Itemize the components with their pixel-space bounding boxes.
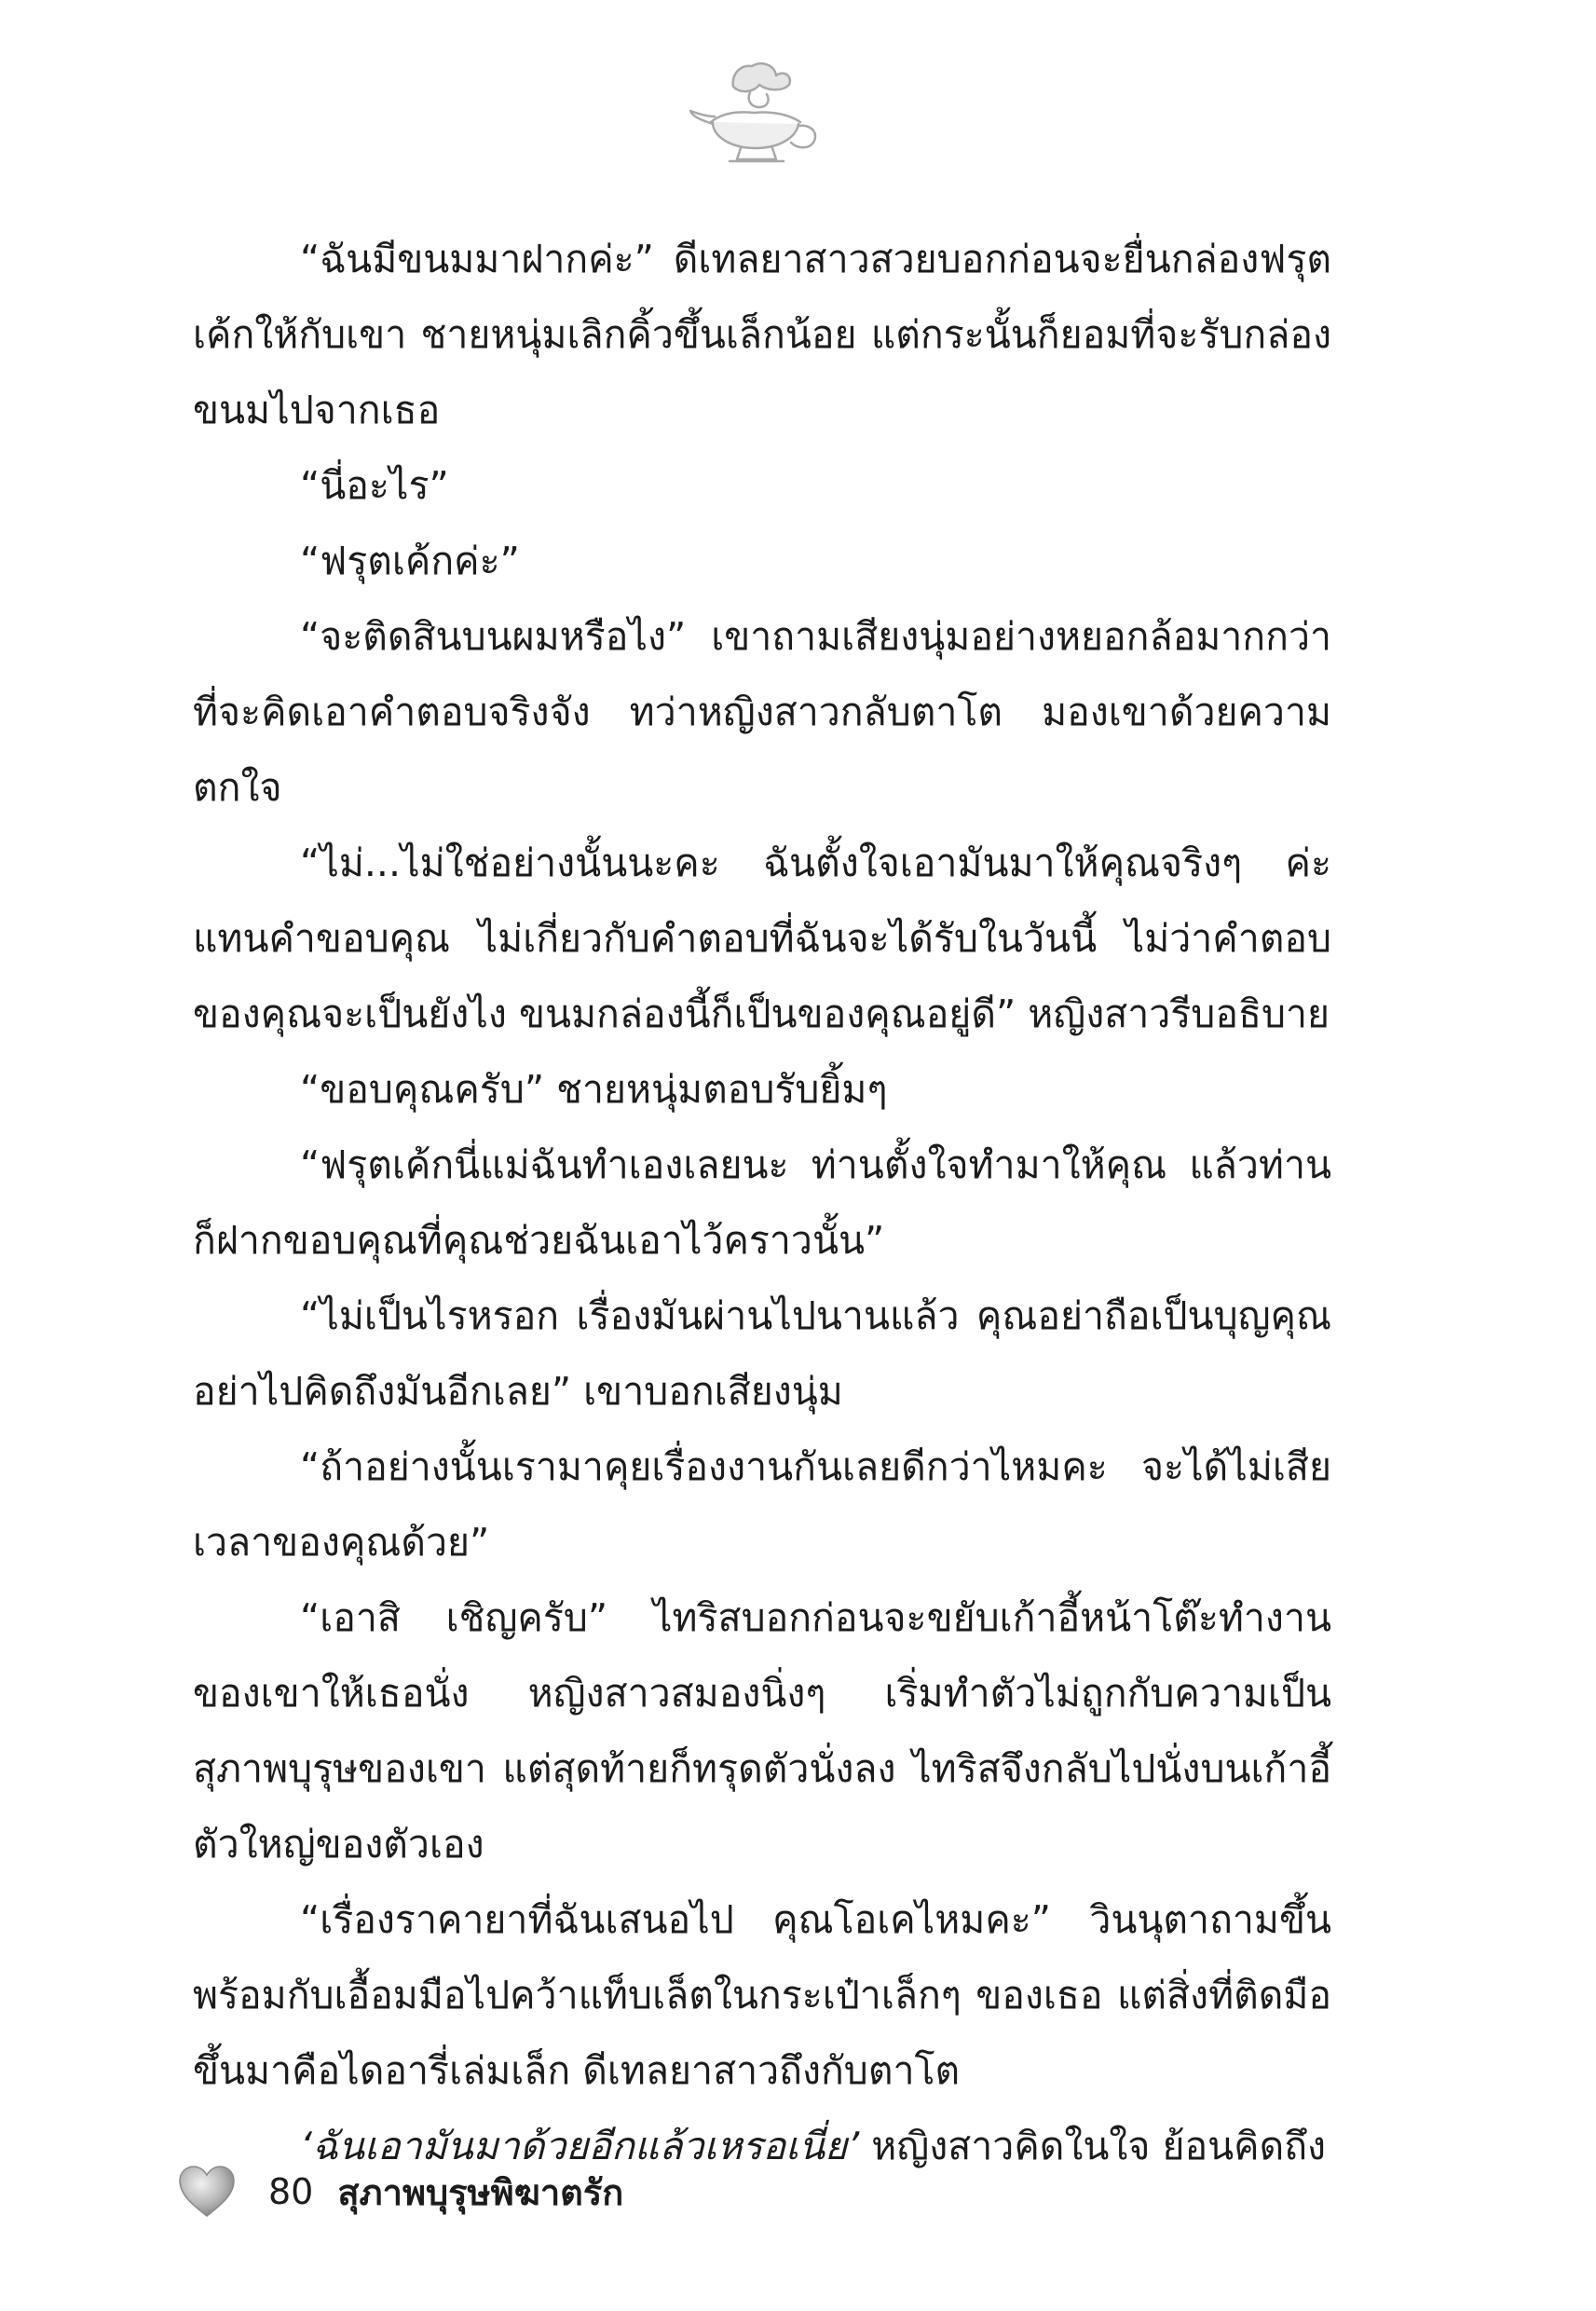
paragraph: “นี่อะไร” (300, 463, 449, 508)
page-number: 80 (268, 2171, 314, 2212)
page-footer (177, 2162, 623, 2222)
paragraph: “ฉันมีขนมมาฝากค่ะ” ดีเทลยาสาวสวยบอกก่อนจะยื่นกล่องฟรุตเค้กให้กับเขา ชายหนุ่มเลิกคิ้วขึ้นเล็กน้อย แต่กระนั้นก็ยอมที่จะรับกล่องขนมไปจากเธอ (193, 237, 1331, 432)
paragraph: “ฟรุตเค้กนี่แม่ฉันทำเองเลยนะ ท่านตั้งใจทำมาให้คุณ แล้วท่านก็ฝากขอบคุณที่คุณช่วยฉันเอาไว้คราวนั้น” (193, 1142, 1331, 1263)
paragraph: “ฟรุตเค้กค่ะ” (300, 539, 520, 583)
paragraph: “เรื่องราคายาที่ฉันเสนอไป คุณโอเคไหมคะ” วินนุตาถามขึ้นพร้อมกับเอื้อมมือไปคว้าแท็บเล็ตในกระเป๋าเล็กๆ ของเธอ แต่สิ่งที่ติดมือขึ้นมาคือไดอารี่เล่มเล็ก ดีเทลยาสาวถึงกับตาโต (193, 1897, 1331, 2093)
paragraph: “ไม่...ไม่ใช่อย่างนั้นนะคะ ฉันตั้งใจเอามันมาให้คุณจริงๆ ค่ะ แทนคำขอบคุณ ไม่เกี่ยวกับคำตอบที่ฉันจะได้รับในวันนี้ ไม่ว่าคำตอบของคุณจะเป็นยังไง ขนมกล่องนี้ก็เป็นของคุณอยู่ดี” หญิงสาวรีบอธิบาย (193, 841, 1331, 1036)
narration-text: หญิงสาวคิดในใจ ย้อนคิดถึง (859, 2124, 1327, 2168)
body-text (193, 222, 1331, 2184)
paragraph: “ขอบคุณครับ” ชายหนุ่มตอบรับยิ้มๆ (300, 1067, 888, 1112)
inner-thought-text: ‘ฉันเอามันมาด้วยอีกแล้วเหรอเนี่ย’ (300, 2124, 860, 2168)
paragraph: “ไม่เป็นไรหรอก เรื่องมันผ่านไปนานแล้ว คุณอย่าถือเป็นบุญคุณอย่าไปคิดถึงมันอีกเลย” เขาบอกเสียงนุ่ม (193, 1293, 1331, 1414)
genie-lamp-icon (685, 51, 825, 168)
paragraph: “จะติดสินบนผมหรือไง” เขาถามเสียงนุ่มอย่างหยอกล้อมากกว่าที่จะคิดเอาคำตอบจริงจัง ทว่าหญิงสาวกลับตาโต มองเขาด้วยความตกใจ (193, 614, 1331, 810)
paragraph: “เอาสิ เชิญครับ” ไทริสบอกก่อนจะขยับเก้าอี้หน้าโต๊ะทำงานของเขาให้เธอนั่ง หญิงสาวสมองนิ่งๆ เริ่มทำตัวไม่ถูกกับความเป็นสุภาพบุรุษของเขา แต่สุดท้ายก็ทรุดตัวนั่งลง ไทริสจึงกลับไปนั่งบนเก้าอี้ตัวใหญ่ของตัวเอง (193, 1595, 1331, 1867)
book-title: สุภาพบุรุษพิฆาตรัก (337, 2171, 624, 2213)
paragraph: “ถ้าอย่างนั้นเรามาคุยเรื่องงานกันเลยดีกว่าไหมคะ จะได้ไม่เสียเวลาของคุณด้วย” (193, 1444, 1331, 1565)
heart-icon (177, 2164, 237, 2220)
